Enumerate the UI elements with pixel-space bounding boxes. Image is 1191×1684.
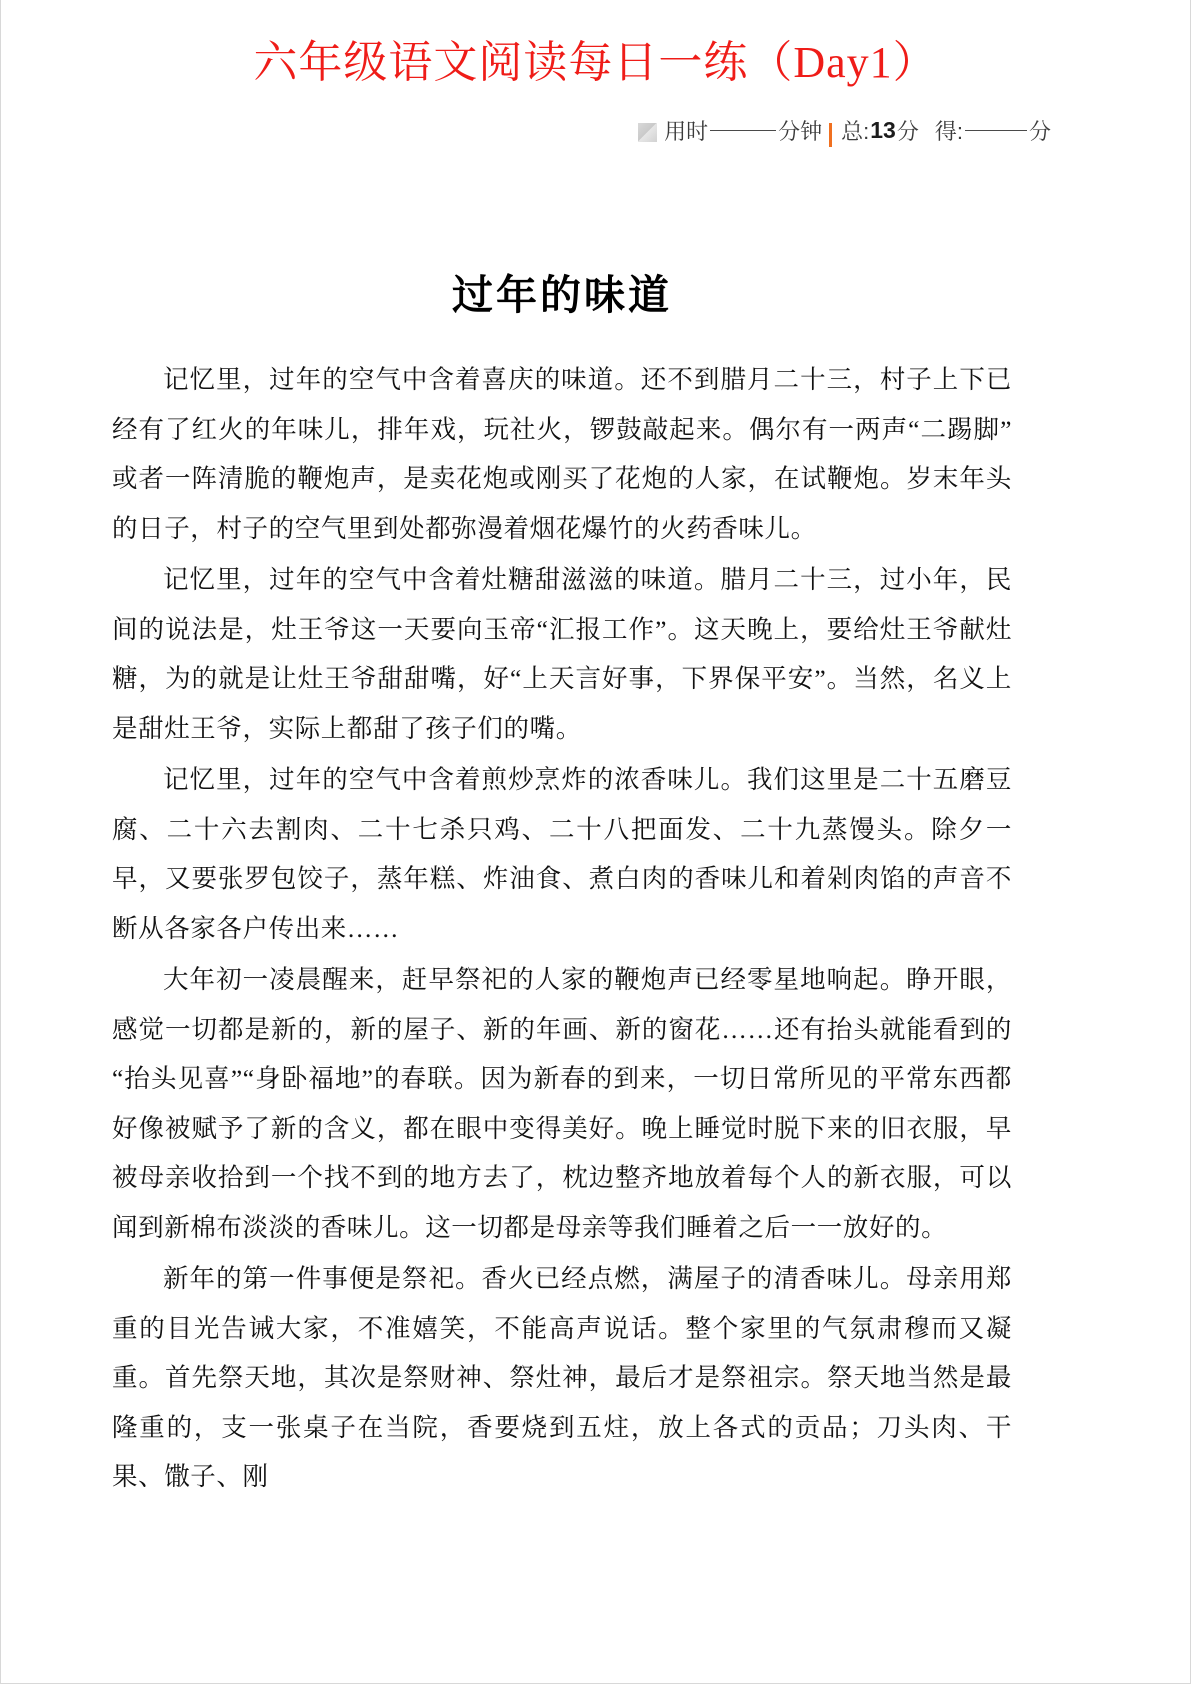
article-title: 过年的味道 <box>452 272 672 318</box>
article-paragraph: 大年初一凌晨醒来，赶早祭祀的人家的鞭炮声已经零星地响起。睁开眼，感觉一切都是新的，新的屋子、新的年画、新的窗花……还有抬头就能看到的“抬头见喜”“身卧福地”的春联。因为新春的到来，一切日常所见的平常东西都好像被赋予了新的含义，都在眼中变得美好。晚上睡觉时脱下来的旧衣服，早被母亲收拾到一个找不到的地方去了，枕边整齐地放着每个人的新衣服，可以闻到新棉布淡淡的香味儿。这一切都是母亲等我们睡着之后一一放好的。 <box>112 965 1012 1242</box>
meta-divider <box>829 123 832 147</box>
article-paragraph: 新年的第一件事便是祭祀。香火已经点燃，满屋子的清香味儿。母亲用郑重的目光告诫大家，不准嬉笑，不能高声说话。整个家里的气氛肃穆而又凝重。首先祭天地，其次是祭财神、祭灶神，最后才是祭祖宗。祭天地当然是最隆重的，支一张桌子在当院，香要烧到五炷，放上各式的贡品；刀头肉、干果、馓子、刚 <box>112 1264 1012 1491</box>
score-meta-bar <box>638 115 1051 146</box>
article-paragraph: 记忆里，过年的空气中含着喜庆的味道。还不到腊月二十三，村子上下已经有了红火的年味儿，排年戏，玩社火，锣鼓敲起来。偶尔有一两声“二踢脚”或者一阵清脆的鞭炮声，是卖花炮或刚买了花炮的人家，在试鞭炮。岁末年头的日子，村子的空气里到处都弥漫着烟花爆竹的火药香味儿。 <box>112 365 1012 543</box>
reading-passage <box>112 262 1012 1504</box>
earned-score-label: 得: <box>934 119 963 144</box>
earned-score-unit: 分 <box>1028 119 1051 144</box>
article-paragraph: 记忆里，过年的空气中含着煎炒烹炸的浓香味儿。我们这里是二十五磨豆腐、二十六去割肉、二十七杀只鸡、二十八把面发、二十九蒸馒头。除夕一早，又要张罗包饺子，蒸年糕、炸油食、煮白肉的香味儿和着剁肉馅的声音不断从各家各户传出来…… <box>112 765 1012 943</box>
total-score-label: 总: <box>841 119 870 144</box>
total-score-unit: 分 <box>896 119 919 144</box>
time-used-blank[interactable] <box>710 130 776 131</box>
page-border-left <box>0 0 1 1684</box>
earned-score-blank[interactable] <box>965 130 1027 131</box>
hourglass-icon <box>638 123 657 142</box>
total-score-value: 13 <box>870 117 896 143</box>
time-used-label: 用时 <box>664 119 709 144</box>
time-unit-label: 分钟 <box>778 119 823 144</box>
page-title: 六年级语文阅读每日一练（Day1） <box>253 38 938 87</box>
article-paragraph: 记忆里，过年的空气中含着灶糖甜滋滋的味道。腊月二十三，过小年，民间的说法是，灶王爷这一天要向玉帝“汇报工作”。这天晚上，要给灶王爷献灶糖，为的就是让灶王爷甜甜嘴，好“上天言好事，下界保平安”。当然，名义上是甜灶王爷，实际上都甜了孩子们的嘴。 <box>112 565 1012 743</box>
